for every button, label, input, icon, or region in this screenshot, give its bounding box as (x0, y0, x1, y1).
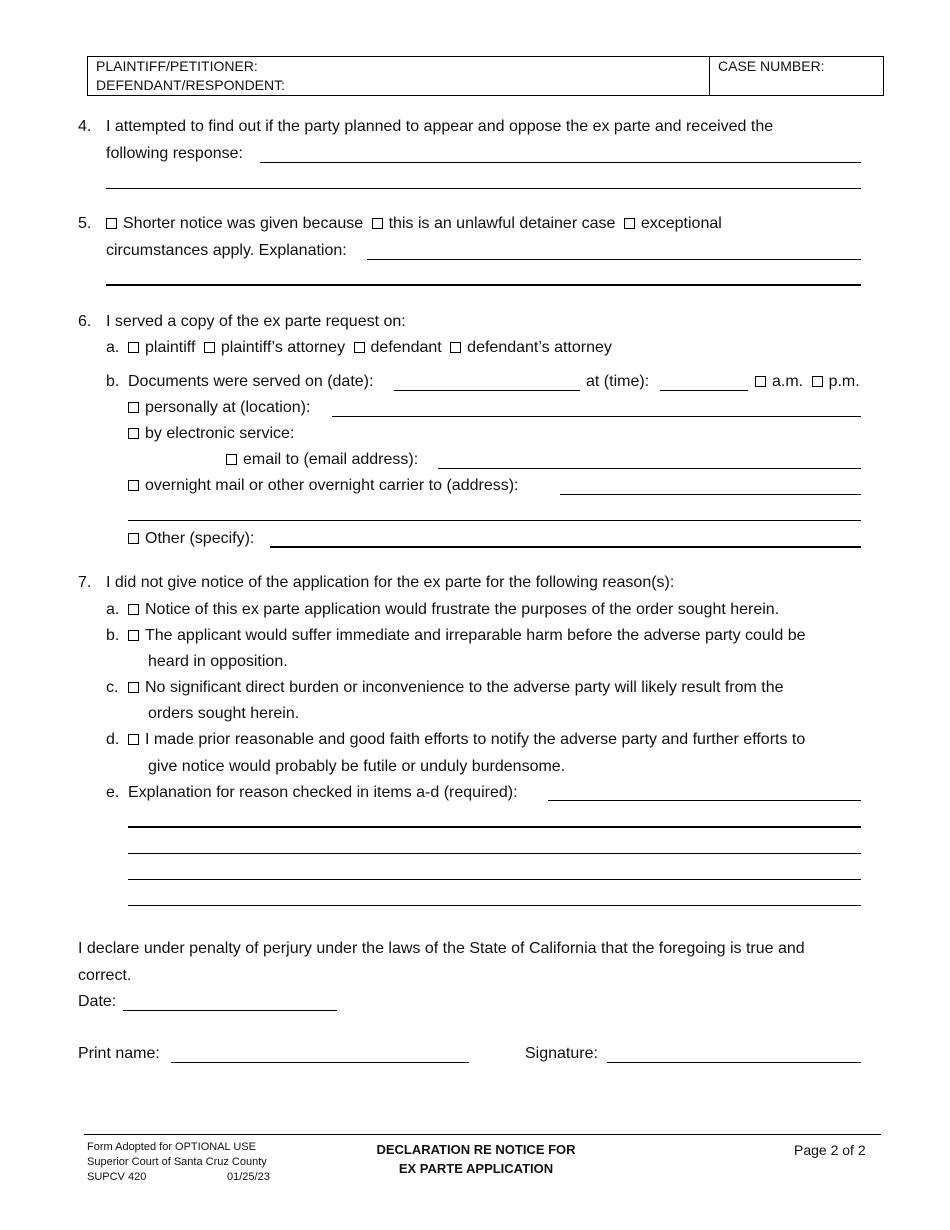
reason-a-checkbox[interactable] (128, 604, 139, 615)
reason-b-text-line1: The applicant would suffer immediate and irreparable harm before the adverse party could be (145, 627, 806, 644)
shorter-notice-label: Shorter notice was given because (123, 215, 364, 232)
reason-explanation-field-4[interactable] (128, 879, 861, 880)
overnight-address-field-2[interactable] (128, 520, 861, 521)
item7d-option (128, 731, 805, 749)
reason-a-text: Notice of this ex parte application would frustrate the purposes of the order sought herein. (145, 601, 780, 618)
caption-box (87, 56, 884, 96)
item7b-option (128, 627, 806, 645)
item4-number: 4. (78, 118, 92, 135)
email-checkbox[interactable] (226, 454, 237, 465)
reason-b-checkbox[interactable] (128, 630, 139, 641)
item7e-label: e. (106, 784, 120, 801)
personally-label: personally at (location): (145, 399, 311, 416)
reason-explanation-field-5[interactable] (128, 905, 861, 906)
item7-number: 7. (78, 574, 92, 591)
served-plaintiff-label: plaintiff (145, 339, 196, 356)
exceptional-label: exceptional (640, 215, 722, 232)
date-label: Date: (78, 993, 117, 1010)
item7c-label: c. (106, 679, 119, 696)
item4-text-line2: following response: (106, 145, 243, 162)
reason-c-text-line2: orders sought herein. (148, 705, 300, 722)
footer-adopted: Form Adopted for OPTIONAL USE (87, 1141, 256, 1153)
item6a-options (128, 339, 612, 357)
unlawful-detainer-checkbox[interactable] (372, 218, 383, 229)
item4-response-field-1[interactable] (260, 162, 861, 163)
other-label: Other (specify): (145, 530, 255, 547)
item6-number: 6. (78, 313, 92, 330)
other-checkbox[interactable] (128, 533, 139, 544)
email-option (226, 451, 418, 469)
served-defendant-checkbox[interactable] (354, 342, 365, 353)
reason-c-text-line1: No significant direct burden or inconvenience to the adverse party will likely result from the (145, 679, 784, 696)
defendant-label: DEFENDANT/RESPONDENT: (96, 77, 286, 93)
item7c-option (128, 679, 784, 697)
personally-option (128, 399, 310, 417)
reason-explanation-field-3[interactable] (128, 853, 861, 854)
item5-line1 (106, 215, 722, 233)
footer-rev-date: 01/25/23 (227, 1171, 270, 1183)
other-specify-field[interactable] (270, 546, 861, 548)
reason-d-text-line1: I made prior reasonable and good faith efforts to notify the adverse party and further efforts to (145, 731, 806, 748)
item7a-option (128, 601, 779, 619)
item5-explanation-field-2[interactable] (106, 284, 861, 286)
served-defendants-attorney-checkbox[interactable] (450, 342, 461, 353)
served-defendant-label: defendant (370, 339, 442, 356)
overnight-option (128, 477, 519, 495)
item4-text-line1: I attempted to find out if the party planned to appear and oppose the ex parte and received the (106, 118, 774, 135)
reason-explanation-field-1[interactable] (548, 800, 861, 801)
party-names-cell (88, 57, 710, 95)
item4-response-field-2[interactable] (106, 188, 861, 189)
item7e-text: Explanation for reason checked in items a-d (required): (128, 784, 518, 801)
served-time-field[interactable] (660, 390, 748, 391)
item5-line2: circumstances apply. Explanation: (106, 242, 347, 259)
pm-checkbox[interactable] (812, 376, 823, 387)
served-date-field[interactable] (394, 390, 580, 391)
date-field[interactable] (123, 1010, 337, 1011)
item5-explanation-field-1[interactable] (367, 259, 861, 260)
unlawful-detainer-label: this is an unlawful detainer case (388, 215, 616, 232)
other-option (128, 530, 254, 548)
print-name-label: Print name: (78, 1045, 160, 1062)
footer-title-line1: DECLARATION RE NOTICE FOR (376, 1142, 576, 1157)
footer-page-number: Page 2 of 2 (794, 1142, 866, 1158)
reason-c-checkbox[interactable] (128, 682, 139, 693)
reason-explanation-field-2[interactable] (128, 826, 861, 828)
reason-d-text-line2: give notice would probably be futile or unduly burdensome. (148, 758, 566, 775)
pm-label: p.m. (828, 373, 860, 390)
at-time-label: at (time): (586, 373, 650, 390)
item6b-label: b. (106, 373, 120, 390)
signature-label: Signature: (525, 1045, 598, 1062)
overnight-address-field-1[interactable] (560, 494, 861, 495)
electronic-option (128, 425, 294, 443)
case-number-label: CASE NUMBER: (718, 58, 825, 74)
served-defendants-attorney-label: defendant’s attorney (467, 339, 612, 356)
declaration-line2: correct. (78, 967, 132, 984)
served-plaintiff-checkbox[interactable] (128, 342, 139, 353)
footer-court: Superior Court of Santa Cruz County (87, 1156, 267, 1168)
item7d-label: d. (106, 731, 120, 748)
email-label: email to (email address): (243, 451, 419, 468)
footer-title-line2: EX PARTE APPLICATION (398, 1161, 554, 1176)
item6a-label: a. (106, 339, 120, 356)
am-pm-options (755, 373, 860, 391)
item7b-label: b. (106, 627, 120, 644)
footer-form-id: SUPCV 420 (87, 1171, 147, 1183)
signature-field[interactable] (607, 1062, 861, 1063)
declaration-line1: I declare under penalty of perjury under the laws of the State of California that the foregoing is true and (78, 940, 805, 957)
electronic-label: by electronic service: (145, 425, 295, 442)
overnight-label: overnight mail or other overnight carrier to (address): (145, 477, 519, 494)
am-checkbox[interactable] (755, 376, 766, 387)
personally-checkbox[interactable] (128, 402, 139, 413)
item7a-label: a. (106, 601, 120, 618)
exceptional-checkbox[interactable] (624, 218, 635, 229)
email-address-field[interactable] (438, 468, 861, 469)
item5-number: 5. (78, 215, 92, 232)
footer-divider (84, 1134, 881, 1135)
shorter-notice-checkbox[interactable] (106, 218, 117, 229)
plaintiff-label: PLAINTIFF/PETITIONER: (96, 58, 258, 74)
served-on-label: Documents were served on (date): (128, 373, 374, 390)
item7-intro: I did not give notice of the application for the ex parte for the following reason(s): (106, 574, 675, 591)
electronic-checkbox[interactable] (128, 428, 139, 439)
served-plaintiffs-attorney-checkbox[interactable] (204, 342, 215, 353)
overnight-checkbox[interactable] (128, 480, 139, 491)
reason-b-text-line2: heard in opposition. (148, 653, 288, 670)
am-label: a.m. (772, 373, 804, 390)
served-plaintiffs-attorney-label: plaintiff’s attorney (220, 339, 346, 356)
location-field[interactable] (332, 416, 861, 417)
item6-intro: I served a copy of the ex parte request on: (106, 313, 406, 330)
print-name-field[interactable] (171, 1062, 469, 1063)
reason-d-checkbox[interactable] (128, 734, 139, 745)
